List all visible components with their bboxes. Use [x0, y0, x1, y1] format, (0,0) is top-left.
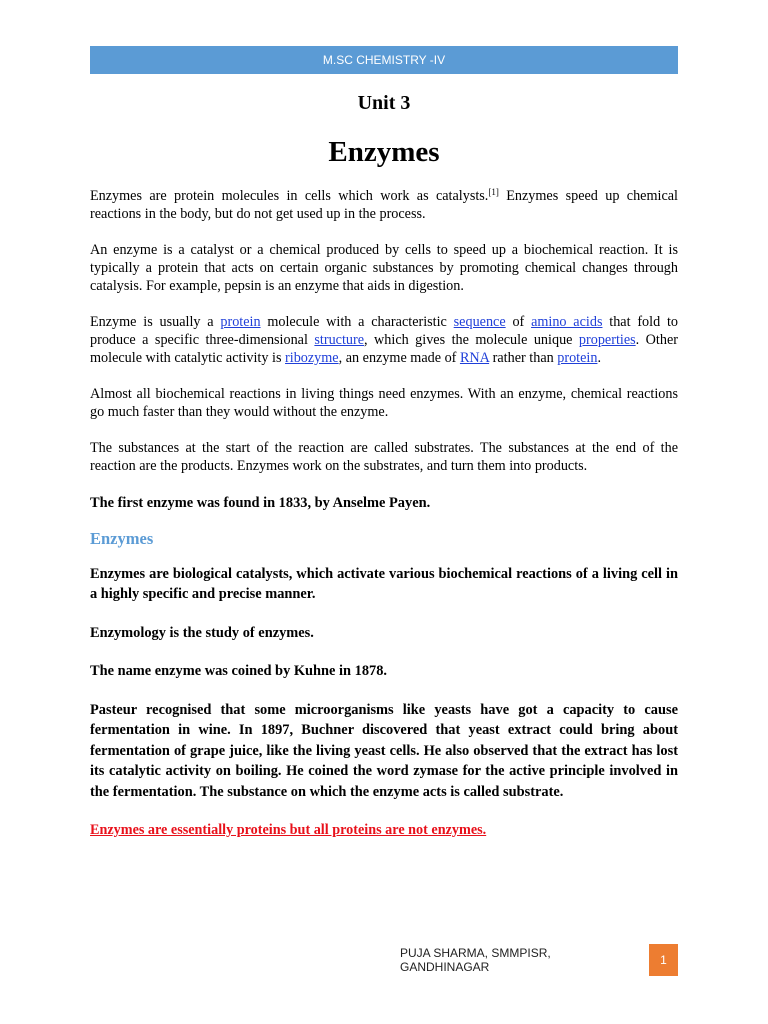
unit-heading: Unit 3 — [357, 92, 411, 114]
link-structure[interactable]: structure — [314, 332, 365, 348]
paragraph-text: molecule with a characteristic — [260, 314, 454, 330]
paragraph-substrates: The substances at the start of the reaction are called substrates. The substances at the end of the reaction are the products. Enzymes work on the substrates, and turn them into products. — [90, 440, 678, 474]
section-heading: Enzymes — [90, 528, 154, 548]
paragraph-text: Enzyme is usually a — [90, 314, 221, 330]
link-rna[interactable]: RNA — [459, 350, 490, 366]
link-properties[interactable]: properties — [578, 332, 636, 348]
footer-author: PUJA SHARMA, SMMPISR, GANDHINAGAR — [400, 946, 551, 974]
paragraph-intro — [90, 187, 678, 223]
link-sequence[interactable]: sequence — [453, 314, 506, 330]
paragraph-text: . Other molecule with catalytic activity is — [90, 332, 678, 366]
page-footer — [400, 944, 678, 976]
paragraph-text: . — [597, 350, 601, 366]
paragraph-text: that fold to produce a specific three-dimensional — [90, 314, 678, 348]
paragraph-kuhne: The name enzyme was coined by Kuhne in 1878. — [90, 663, 388, 679]
paragraph-catalyst: An enzyme is a catalyst or a chemical produced by cells to speed up a biochemical reaction. It is typically a protein that acts on certain organic substances by promoting chemical changes through catalysis. For example, pepsin is an enzyme that aids in digestion. — [90, 242, 678, 294]
paragraph-first-enzyme: The first enzyme was found in 1833, by Anselme Payen. — [90, 495, 431, 511]
paragraph-pasteur: Pasteur recognised that some microorganisms like yeasts have got a capacity to cause fermentation in wine. In 1897, Buchner discovered that yeast extract could bring about fermentation of grape juice, like the living yeast cells. He also observed that the extract has lost its catalytic activity on boiling. He coined the word zymase for the active principle involved in the fermentation. The substance on which the enzyme acts is called substrate. — [90, 701, 678, 800]
paragraph-protein — [90, 313, 678, 367]
page-number: 1 — [649, 944, 678, 976]
document-body — [90, 187, 678, 858]
paragraph-catalysts-bold: Enzymes are biological catalysts, which activate various biochemical reactions of a living cell in a highly specific and precise manner. — [90, 565, 678, 602]
link-amino-acids[interactable]: amino acids — [531, 314, 603, 330]
paragraph-text: , an enzyme made of — [338, 350, 460, 366]
paragraph-text: of — [505, 314, 532, 330]
page-title: Enzymes — [328, 136, 440, 168]
paragraph-reactions: Almost all biochemical reactions in living things need enzymes. With an enzyme, chemical reactions go much faster than they would without the enzyme. — [90, 386, 678, 420]
highlight-note: Enzymes are essentially proteins but all proteins are not enzymes. — [90, 822, 487, 838]
link-ribozyme[interactable]: ribozyme — [285, 350, 339, 366]
paragraph-enzymology: Enzymology is the study of enzymes. — [90, 624, 314, 641]
citation-ref[interactable]: [1] — [488, 187, 499, 197]
paragraph-text: Enzymes are protein molecules in cells which work as catalysts. — [90, 188, 489, 204]
link-protein-2[interactable]: protein — [557, 350, 598, 366]
paragraph-text: , which gives the molecule unique — [364, 332, 579, 348]
running-header — [90, 46, 678, 74]
header-text: M.SC CHEMISTRY -IV — [322, 53, 446, 67]
paragraph-text: Enzymes speed up chemical reactions in the body, but do not get used up in the process. — [90, 188, 678, 222]
link-protein[interactable]: protein — [220, 314, 261, 330]
paragraph-text: rather than — [489, 350, 558, 366]
